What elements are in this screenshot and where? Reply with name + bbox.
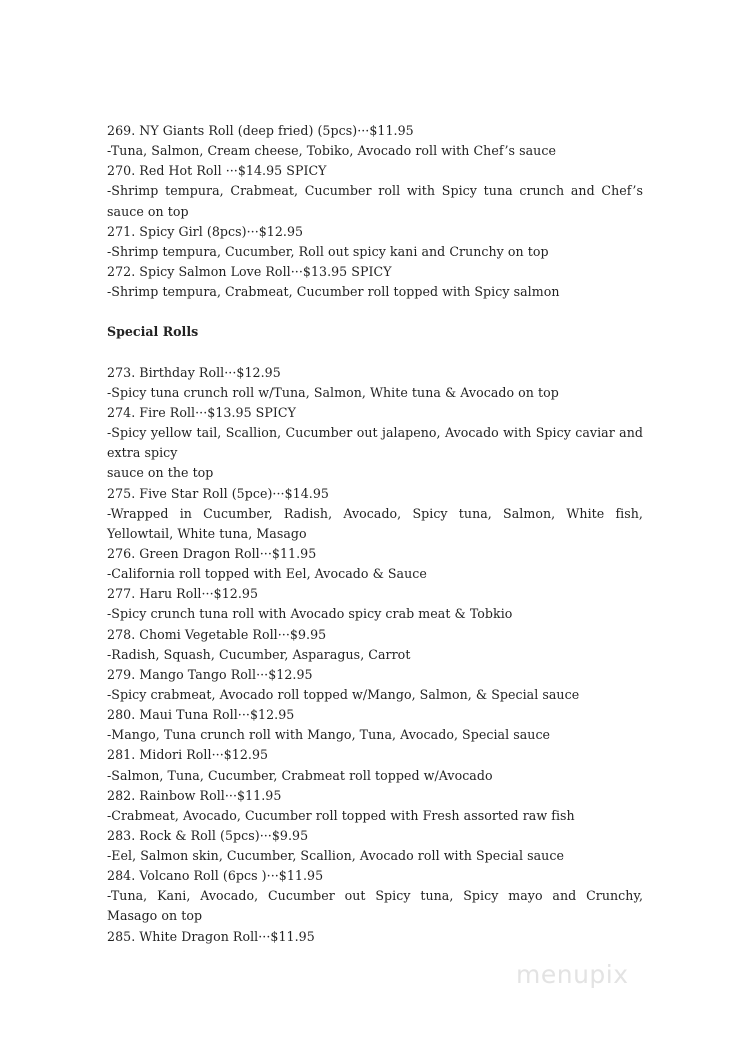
- menu-item-274-title: 274. Fire Roll···$13.95 SPICY: [107, 404, 296, 420]
- menu-item-283-title: 283. Rock & Roll (5pcs)···$9.95: [107, 827, 309, 843]
- menu-item-279-title: 279. Mango Tango Roll···$12.95: [107, 666, 313, 682]
- menu-item-274-description: -Spicy yellow tail, Scallion, Cucumber out jalapeno, Avocado with Spicy caviar and: [107, 425, 643, 441]
- menu-item-276-description: -California roll topped with Eel, Avocado & Sauce: [107, 566, 427, 582]
- menu-item-270-title: 270. Red Hot Roll ···$14.95 SPICY: [107, 163, 327, 179]
- menu-item-269-description: -Tuna, Salmon, Cream cheese, Tobiko, Avocado roll with Chef’s sauce: [107, 143, 556, 159]
- menu-item-279-description: -Spicy crabmeat, Avocado roll topped w/Mango, Salmon, & Special sauce: [107, 686, 580, 702]
- menu-item-284-description-cont: Masago on top: [107, 908, 203, 924]
- menu-item-278-description: -Radish, Squash, Cucumber, Asparagus, Carrot: [107, 646, 411, 662]
- menu-item-274-description-cont: sauce on the top: [107, 465, 214, 481]
- menu-item-272-description: -Shrimp tempura, Crabmeat, Cucumber roll topped with Spicy salmon: [107, 284, 560, 300]
- menu-item-271-description: -Shrimp tempura, Cucumber, Roll out spicy kani and Crunchy on top: [107, 243, 549, 259]
- menu-item-277-title: 277. Haru Roll···$12.95: [107, 586, 259, 602]
- menu-item-278-title: 278. Chomi Vegetable Roll···$9.95: [107, 626, 327, 642]
- menu-item-270-description-cont: sauce on top: [107, 203, 189, 219]
- menu-item-275-title: 275. Five Star Roll (5pce)···$14.95: [107, 485, 329, 501]
- menu-item-281-title: 281. Midori Roll···$12.95: [107, 747, 269, 763]
- menu-page: [107, 121, 643, 947]
- menu-item-282-description: -Crabmeat, Avocado, Cucumber roll topped with Fresh assorted raw fish: [107, 807, 575, 823]
- menu-item-276-title: 276. Green Dragon Roll···$11.95: [107, 545, 317, 561]
- watermark-logo: menupix: [516, 960, 629, 989]
- menu-item-270-description: -Shrimp tempura, Crabmeat, Cucumber roll with Spicy tuna crunch and Chef’s: [107, 183, 643, 199]
- menu-item-284-description: -Tuna, Kani, Avocado, Cucumber out Spicy tuna, Spicy mayo and Crunchy,: [107, 888, 643, 904]
- special-rolls-section: [107, 363, 643, 947]
- menu-item-273-description: -Spicy tuna crunch roll w/Tuna, Salmon, White tuna & Avocado on top: [107, 384, 559, 400]
- menu-item-285-title: 285. White Dragon Roll···$11.95: [107, 928, 315, 944]
- menu-item-283-description: -Eel, Salmon skin, Cucumber, Scallion, Avocado roll with Special sauce: [107, 848, 564, 864]
- menu-item-272-title: 272. Spicy Salmon Love Roll···$13.95 SPICY: [107, 263, 392, 279]
- menu-item-281-description: -Salmon, Tuna, Cucumber, Crabmeat roll topped w/Avocado: [107, 767, 493, 783]
- menu-item-273-title: 273. Birthday Roll···$12.95: [107, 364, 281, 380]
- menu-item-280-title: 280. Maui Tuna Roll···$12.95: [107, 707, 295, 723]
- rolls-section: [107, 121, 643, 302]
- menu-item-282-title: 282. Rainbow Roll···$11.95: [107, 787, 282, 803]
- menu-item-277-description: -Spicy crunch tuna roll with Avocado spicy crab meat & Tobkio: [107, 606, 513, 622]
- menu-item-271-title: 271. Spicy Girl (8pcs)···$12.95: [107, 223, 304, 239]
- section-gap: [107, 302, 643, 322]
- section-gap: [107, 343, 643, 363]
- menu-item-275-description: -Wrapped in Cucumber, Radish, Avocado, Spicy tuna, Salmon, White fish,: [107, 505, 643, 521]
- menu-item-274-description-cont: extra spicy: [107, 445, 178, 461]
- menu-item-275-description-cont: Yellowtail, White tuna, Masago: [107, 525, 307, 541]
- menu-item-269-title: 269. NY Giants Roll (deep fried) (5pcs)···$11.95: [107, 123, 414, 138]
- menu-item-280-description: -Mango, Tuna crunch roll with Mango, Tuna, Avocado, Special sauce: [107, 727, 551, 743]
- menu-item-284-title: 284. Volcano Roll (6pcs )···$11.95: [107, 868, 324, 884]
- section-heading: Special Rolls: [107, 324, 199, 340]
